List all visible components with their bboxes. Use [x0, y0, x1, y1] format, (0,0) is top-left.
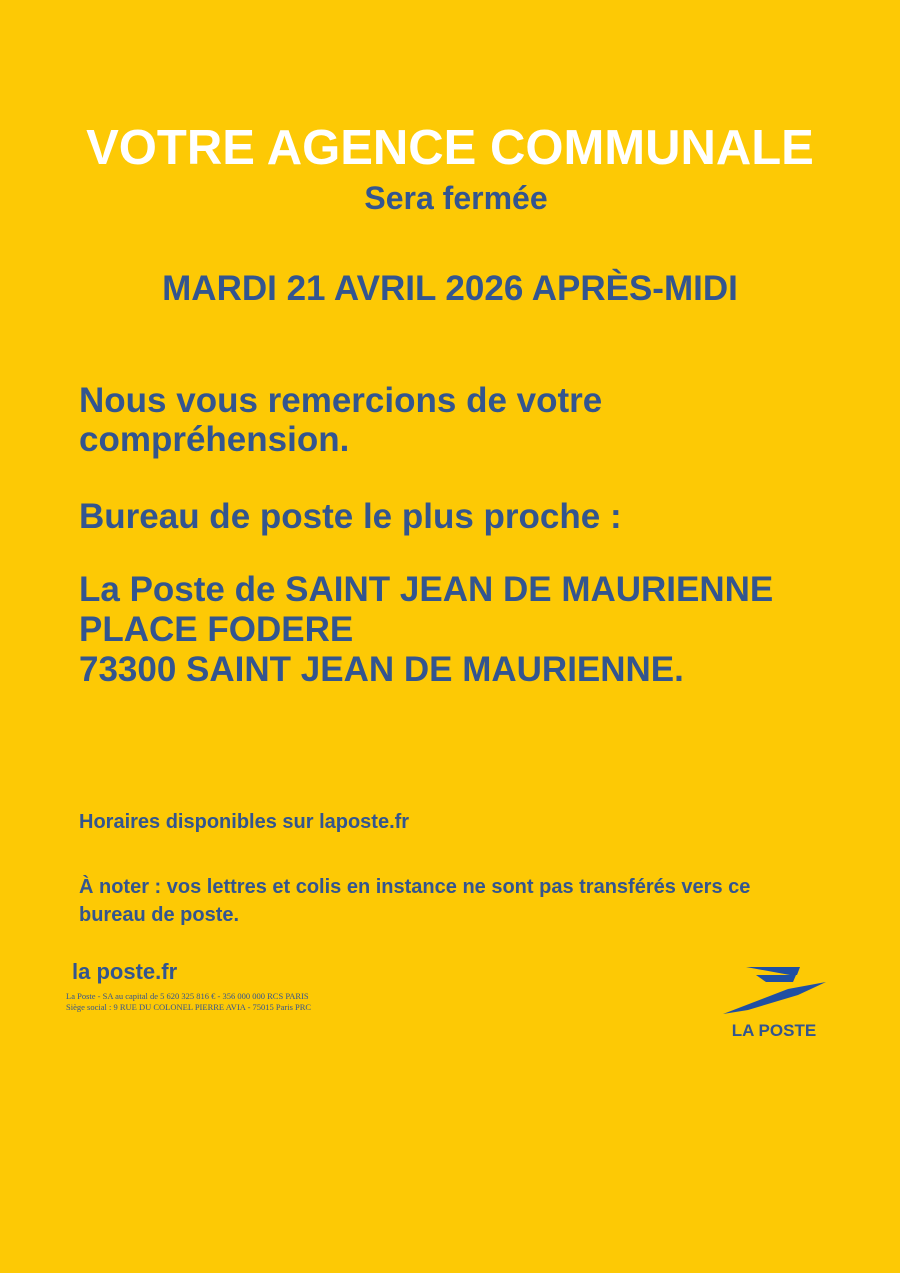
page-subtitle: Sera fermée	[364, 180, 548, 216]
hours-info: Horaires disponibles sur laposte.fr	[79, 811, 410, 833]
address-line: La Poste de SAINT JEAN DE MAURIENNE	[79, 570, 774, 609]
thanks-message: Nous vous remercions de votre compréhension.	[79, 381, 603, 459]
logo-text: LA POSTE	[731, 1021, 817, 1040]
note-info: À noter : vos lettres et colis en instance ne sont pas transférés vers ce bureau de poste.	[79, 876, 751, 926]
page-title: VOTRE AGENCE COMMUNALE	[86, 121, 814, 175]
closure-date: MARDI 21 AVRIL 2026 APRÈS-MIDI	[162, 269, 738, 308]
address-line: PLACE FODERE	[79, 610, 354, 649]
legal-notice	[66, 991, 311, 1013]
website-label: la poste.fr	[72, 959, 178, 984]
office-address	[79, 570, 773, 690]
nearest-office-label: Bureau de poste le plus proche :	[79, 497, 622, 536]
legal-line: Siège social : 9 RUE DU COLONEL PIERRE AVIA - 75015 Paris PRC	[66, 1002, 312, 1012]
address-line: 73300 SAINT JEAN DE MAURIENNE.	[79, 650, 684, 689]
legal-line: La Poste - SA au capital de 5 620 325 816 € - 356 000 000 RCS PARIS	[66, 991, 309, 1001]
